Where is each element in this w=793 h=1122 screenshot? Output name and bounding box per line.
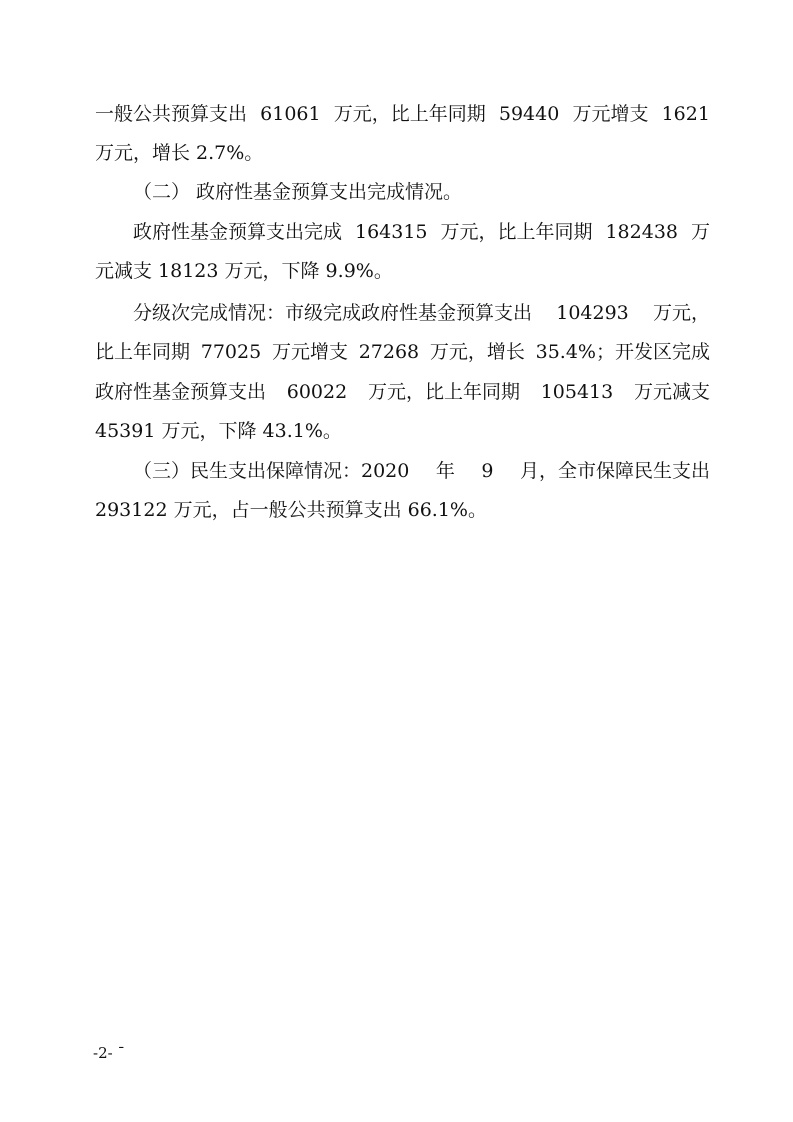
text-segment: 政府性基金预算支出完成 xyxy=(133,221,343,243)
text-segment: 年 xyxy=(435,460,455,482)
text-segment: 月，全市保障民生支出 xyxy=(519,460,710,482)
text-segment: 万元，比上年同期 xyxy=(367,381,520,403)
paragraph-4-line-1 xyxy=(133,300,710,326)
text-segment: 59440 xyxy=(498,103,560,125)
text-segment: 万元增支 xyxy=(271,341,348,363)
text-segment: 105413 xyxy=(540,381,614,403)
paragraph-3-line-2 xyxy=(95,258,393,284)
text-segment: 293122 万元，占一般公共预算支出 66.1%。 xyxy=(95,499,487,521)
paragraph-3-line-1 xyxy=(133,219,710,245)
paragraph-4-line-3 xyxy=(95,379,710,405)
text-segment: 164315 xyxy=(354,221,428,243)
page-number: -2- ˉ xyxy=(93,1044,125,1062)
text-segment: 35.4%；开发区完成 xyxy=(535,341,710,363)
text-segment: 45391 万元，下降 43.1%。 xyxy=(95,420,342,442)
text-segment: 万元， xyxy=(652,302,710,324)
text-segment: 万元，比上年同期 xyxy=(333,103,486,125)
text-segment: 77025 xyxy=(200,341,262,363)
text-segment: 万 xyxy=(690,221,710,243)
text-segment: 27268 xyxy=(358,341,420,363)
text-segment: 比上年同期 xyxy=(95,341,191,363)
paragraph-5-line-2 xyxy=(95,497,487,523)
section-heading-2 xyxy=(133,179,462,205)
text-segment: 1621 xyxy=(661,103,710,125)
text-segment: 61061 xyxy=(260,103,321,125)
text-segment: 万元，比上年同期 xyxy=(440,221,593,243)
text-segment: 182438 xyxy=(605,221,678,243)
text-segment: 万元，增长 xyxy=(429,341,525,363)
paragraph-1-line-1 xyxy=(95,101,710,127)
text-segment: 元减支 18123 万元，下降 9.9%。 xyxy=(95,260,393,282)
text-segment: 分级次完成情况：市级完成政府性基金预算支出 xyxy=(133,302,533,324)
text-segment: 万元，增长 2.7%。 xyxy=(95,142,264,164)
text-segment: 104293 xyxy=(556,302,629,324)
text-segment: 一般公共预算支出 xyxy=(95,103,248,125)
paragraph-4-line-2 xyxy=(95,339,710,365)
text-segment: 政府性基金预算支出 xyxy=(95,381,267,403)
paragraph-5-line-1 xyxy=(133,458,710,484)
paragraph-4-line-4 xyxy=(95,418,342,444)
text-segment: 9 xyxy=(481,460,494,482)
paragraph-1-line-2 xyxy=(95,140,263,166)
text-segment: （三）民生支出保障情况：2020 xyxy=(133,460,410,482)
heading-text: （二） 政府性基金预算支出完成情况。 xyxy=(133,181,463,203)
text-segment: 万元减支 xyxy=(633,381,710,403)
text-segment: 60022 xyxy=(286,381,348,403)
text-segment: 万元增支 xyxy=(572,103,649,125)
